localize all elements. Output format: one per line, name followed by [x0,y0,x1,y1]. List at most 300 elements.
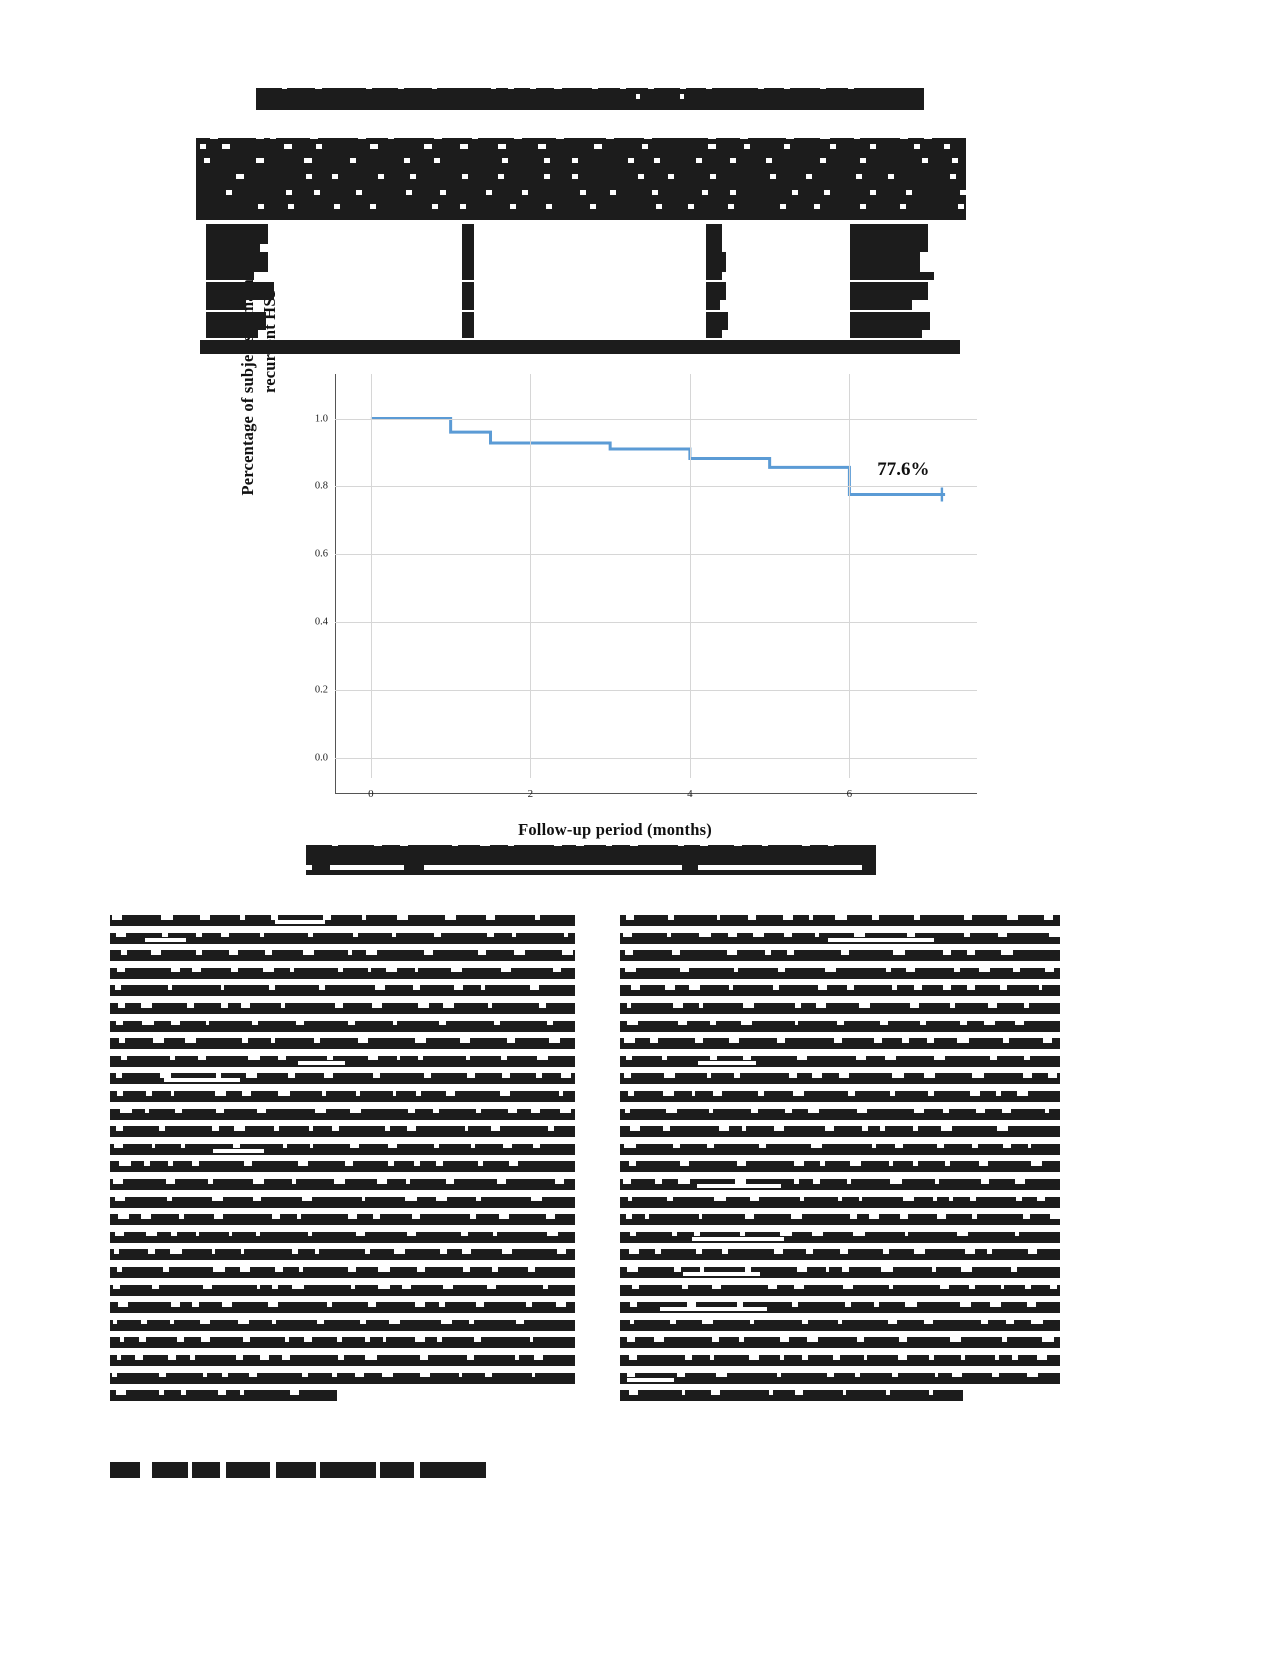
redacted-text-bar [481,984,485,990]
redacted-text-bar [276,1462,316,1478]
redacted-text-bar [271,1037,275,1043]
redacted-text-bar [356,190,362,195]
redacted-text-bar [332,841,338,846]
redacted-text-bar [206,312,266,330]
redacted-text-bar [526,1301,532,1307]
redacted-text-bar [664,1072,675,1078]
redacted-text-bar [334,204,340,209]
redacted-text-bar [979,1160,988,1166]
redacted-text-bar [900,1213,908,1219]
redacted-text-bar [627,1378,674,1382]
redacted-text-bar [462,244,474,252]
redacted-text-bar [234,1125,245,1131]
redacted-text-bar [706,312,728,330]
redacted-text-bar [850,224,928,244]
redacted-text-bar [620,1337,1060,1348]
redacted-text-bar [436,1160,443,1166]
redacted-text-bar [502,1248,513,1254]
redacted-text-bar [802,1319,808,1325]
redacted-text-bar [416,1090,421,1096]
redacted-text-bar [324,1072,333,1078]
redacted-text-bar [996,1090,1001,1096]
redacted-text-bar [1020,134,1028,139]
redacted-text-bar [216,1072,220,1078]
redacted-text-bar [152,1143,155,1149]
redacted-text-bar [531,1196,543,1202]
redacted-text-bar [814,204,820,209]
redacted-text-bar [168,1354,176,1360]
redacted-text-bar [488,1002,492,1008]
redacted-text-bar [306,845,876,855]
redacted-text-bar [990,144,996,149]
redacted-text-bar [1001,949,1013,955]
redacted-text-bar [356,1090,360,1096]
redacted-text-bar [368,1301,375,1307]
redacted-text-bar [535,914,539,920]
redacted-text-bar [515,1354,519,1360]
redacted-text-bar [850,1160,861,1166]
redacted-text-bar [152,1284,160,1290]
redacted-text-bar [711,1389,720,1395]
redacted-text-bar [433,1108,439,1114]
redacted-text-bar [118,1002,126,1008]
redacted-text-bar [320,1462,376,1478]
redacted-text-bar [699,1213,702,1219]
redacted-text-bar [722,1248,728,1254]
redacted-text-bar [170,1248,182,1254]
redacted-text-bar [970,1196,976,1202]
redacted-text-bar [860,204,866,209]
redacted-text-bar [410,174,416,179]
redacted-text-bar [382,1372,393,1378]
redacted-text-bar [780,1231,792,1237]
redacted-text-bar [698,1061,757,1065]
redacted-text-bar [160,1072,171,1078]
redacted-text-bar [560,1108,571,1114]
redacted-text-bar [113,1284,121,1290]
redacted-text-bar [913,1160,918,1166]
redacted-text-bar [516,1319,524,1325]
redacted-text-bar [415,1037,426,1043]
redacted-text-bar [692,1090,696,1096]
redacted-text-bar [120,1336,124,1342]
redacted-text-bar [1017,1090,1028,1096]
redacted-text-bar [943,949,951,955]
redacted-text-bar [196,208,966,220]
y-tick-label: 1.0 [314,413,328,425]
redacted-text-bar [833,1354,840,1360]
redacted-text-bar [372,1002,382,1008]
redacted-text-bar [252,1020,259,1026]
redacted-text-bar [508,84,514,89]
redacted-text-bar [368,1055,379,1061]
redacted-text-bar [888,174,894,179]
redacted-text-bar [1014,158,1020,163]
redacted-text-bar [151,949,161,955]
redacted-text-bar [231,967,237,973]
redacted-text-bar [304,158,312,163]
redacted-text-bar [988,1002,997,1008]
redacted-text-bar [699,1002,703,1008]
redacted-text-bar [792,1301,798,1307]
redacted-text-bar [170,1055,175,1061]
redacted-text-bar [995,1354,1000,1360]
redacted-text-bar [706,244,722,252]
redacted-text-bar [323,914,331,920]
redacted-text-bar [717,914,720,920]
redacted-text-bar [501,1055,507,1061]
redacted-text-bar [297,1213,301,1219]
redacted-text-bar [256,98,924,110]
redacted-text-bar [710,174,716,179]
redacted-text-bar [424,1072,431,1078]
redacted-text-bar [981,1178,989,1184]
redacted-text-bar [698,865,862,870]
redacted-text-bar [850,252,920,272]
redacted-text-bar [624,1037,635,1043]
redacted-text-bar [114,1248,120,1254]
redacted-text-bar [940,1284,949,1290]
redacted-text-bar [296,1020,303,1026]
redacted-text-bar [246,1072,258,1078]
redacted-text-bar [460,204,466,209]
redacted-text-bar [281,1002,286,1008]
redacted-text-bar [302,1196,312,1202]
redacted-text-bar [706,272,722,280]
redacted-text-bar [398,84,404,89]
redacted-text-bar [332,1372,337,1378]
redacted-text-bar [1013,967,1019,973]
redacted-text-bar [439,1301,445,1307]
x-gridline [530,374,531,778]
redacted-text-bar [870,144,876,149]
redacted-text-bar [580,190,586,195]
survival-curve-svg [335,388,977,780]
redacted-text-bar [203,1284,212,1290]
redacted-text-bar [678,1178,690,1184]
redacted-text-bar [170,1319,174,1325]
survival-step-line [371,419,945,495]
redacted-text-bar [499,1213,509,1219]
redacted-text-bar [282,1354,290,1360]
redacted-text-bar [905,1231,908,1237]
redacted-text-bar [290,1389,299,1395]
redacted-text-bar [113,1319,116,1325]
redacted-text-bar [627,1020,639,1026]
redacted-text-bar [850,330,922,338]
redacted-text-bar [539,1002,546,1008]
redacted-text-bar [848,1090,855,1096]
redacted-text-bar [236,1354,243,1360]
redacted-text-bar [204,158,210,163]
redacted-text-bar [768,1284,777,1290]
redacted-text-bar [859,1196,862,1202]
redacted-text-bar [1037,1196,1045,1202]
redacted-text-bar [415,1336,425,1342]
redacted-text-bar [629,1248,640,1254]
redacted-text-bar [502,1072,509,1078]
redacted-text-bar [345,1160,353,1166]
redacted-text-bar [630,1231,636,1237]
redacted-text-bar [350,1108,361,1114]
redacted-text-bar [795,1020,798,1026]
redacted-text-bar [898,1354,907,1360]
redacted-text-bar [212,1248,215,1254]
redacted-text-bar [432,84,437,89]
redacted-text-bar [620,1390,963,1401]
redacted-text-bar [700,841,708,846]
redacted-text-bar [284,144,292,149]
redacted-text-bar [424,144,432,149]
redacted-text-bar [440,190,446,195]
redacted-text-bar [465,1125,468,1131]
redacted-text-bar [562,949,572,955]
redacted-text-bar [258,204,264,209]
redacted-text-bar [461,1231,468,1237]
redacted-text-bar [845,1301,851,1307]
redacted-text-bar [663,1125,670,1131]
redacted-text-bar [1024,1055,1030,1061]
redacted-text-bar [110,1197,575,1208]
x-gridline [371,374,372,778]
redacted-text-bar [452,841,458,846]
redacted-text-bar [365,1354,377,1360]
redacted-text-bar [753,932,764,938]
redacted-text-bar [707,1143,714,1149]
redacted-text-bar [256,88,924,98]
redacted-text-bar [110,950,575,961]
redacted-text-bar [910,1002,920,1008]
redacted-text-bar [222,1372,227,1378]
redacted-text-bar [315,1108,326,1114]
redacted-text-bar [145,938,185,942]
redacted-text-bar [702,190,708,195]
redacted-text-bar [214,1213,223,1219]
redacted-text-bar [751,1108,758,1114]
redacted-text-bar [110,1232,575,1243]
redacted-text-bar [745,1266,751,1272]
redacted-text-bar [900,134,908,139]
redacted-text-bar [750,1319,753,1325]
redacted-text-bar [229,1231,232,1237]
redacted-text-bar [737,1160,747,1166]
redacted-text-bar [735,1178,746,1184]
redacted-text-bar [306,865,312,870]
redacted-text-bar [889,1284,893,1290]
redacted-text-bar [981,1319,987,1325]
redacted-text-bar [338,967,342,973]
redacted-text-bar [1046,134,1054,139]
redacted-text-bar [828,938,935,942]
redacted-text-bar [924,1072,936,1078]
redacted-text-bar [334,1178,345,1184]
redacted-text-bar [610,190,616,195]
redacted-text-bar [620,1214,1060,1225]
redacted-text-bar [446,1090,454,1096]
redacted-text-bar [972,1213,977,1219]
redacted-text-bar [797,1266,807,1272]
redacted-text-bar [1011,1266,1018,1272]
redacted-text-bar [117,967,125,973]
redacted-text-bar [298,1160,308,1166]
redacted-text-bar [934,1055,945,1061]
redacted-text-bar [480,841,490,846]
redacted-text-bar [168,984,172,990]
redacted-text-bar [462,312,474,330]
redacted-text-bar [794,1178,799,1184]
redacted-text-bar [673,1143,680,1149]
redacted-text-bar [958,204,964,209]
redacted-text-bar [888,1319,897,1325]
redacted-text-bar [667,1196,673,1202]
redacted-text-bar [443,1284,453,1290]
redacted-text-bar [862,1125,868,1131]
kaplan-meier-figure [255,380,945,880]
redacted-text-bar [285,1336,289,1342]
redacted-text-bar [620,1109,1060,1120]
redacted-text-bar [706,330,722,338]
redacted-text-bar [620,84,626,89]
redacted-text-bar [741,1020,751,1026]
redacted-text-bar [440,1248,447,1254]
redacted-text-bar [655,1178,662,1184]
redacted-text-bar [838,1319,842,1325]
redacted-text-bar [592,84,598,89]
redacted-text-bar [997,1125,1008,1131]
redacted-text-bar [961,1266,972,1272]
redacted-text-bar [780,1336,788,1342]
redacted-text-bar [327,1055,334,1061]
redacted-text-bar [728,932,737,938]
redacted-text-bar [179,1213,184,1219]
redacted-text-bar [532,1372,535,1378]
redacted-text-bar [365,1248,369,1254]
redacted-text-bar [624,1072,632,1078]
redacted-text-bar [437,1336,442,1342]
redacted-text-bar [900,204,906,209]
redacted-text-bar [544,158,550,163]
redacted-text-bar [377,1178,387,1184]
redacted-text-bar [171,1231,176,1237]
redacted-text-bar [322,1090,327,1096]
redacted-text-bar [1045,1108,1049,1114]
redacted-text-bar [196,138,966,148]
redacted-text-bar [677,1372,684,1378]
redacted-text-bar [200,914,211,920]
redacted-text-bar [492,1266,498,1272]
redacted-text-bar [564,932,568,938]
redacted-text-bar [380,1462,414,1478]
redacted-text-bar [474,1336,480,1342]
redacted-text-bar [388,1143,397,1149]
redacted-text-bar [553,967,562,973]
redacted-text-bar [745,1213,753,1219]
redacted-text-bar [924,1319,933,1325]
redacted-text-bar [914,984,922,990]
redacted-text-bar [594,144,602,149]
redacted-text-bar [530,984,539,990]
redacted-text-bar [784,932,793,938]
redacted-text-bar [970,1090,980,1096]
redacted-text-bar [373,1213,379,1219]
redacted-text-bar [729,1037,738,1043]
redacted-text-bar [290,967,294,973]
redacted-text-bar [222,144,230,149]
redacted-text-bar [201,1336,210,1342]
redacted-text-bar [785,1108,792,1114]
redacted-text-bar [960,1301,971,1307]
redacted-text-bar [695,1037,703,1043]
redacted-text-bar [269,984,275,990]
redacted-text-bar [937,1143,944,1149]
redacted-text-bar [1027,1372,1038,1378]
redacted-text-bar [272,1284,277,1290]
redacted-text-bar [870,190,876,195]
redacted-text-bar [667,932,671,938]
redacted-text-bar [446,1178,454,1184]
redacted-text-bar [795,1002,801,1008]
x-tick-label: 2 [527,788,534,800]
redacted-text-bar [860,158,866,163]
redacted-text-bar [972,1072,983,1078]
redacted-text-bar [196,949,202,955]
redacted-text-bar [874,1301,879,1307]
y-tick-label: 0.6 [314,548,328,560]
redacted-text-bar [780,204,786,209]
redacted-text-bar [624,1143,635,1149]
redacted-text-bar [153,1037,164,1043]
redacted-text-bar [890,1178,901,1184]
redacted-text-bar [794,1160,804,1166]
redacted-text-bar [730,158,736,163]
redacted-text-bar [712,1284,721,1290]
redacted-text-bar [351,1284,355,1290]
redacted-text-bar [880,1125,884,1131]
redacted-text-bar [1050,1213,1060,1219]
redacted-text-bar [510,204,516,209]
redacted-text-bar [1002,1108,1011,1114]
redacted-text-bar [812,1072,822,1078]
redacted-text-bar [1037,1354,1047,1360]
redacted-text-bar [749,1354,758,1360]
redacted-text-bar [210,134,218,139]
redacted-text-bar [476,1196,481,1202]
redacted-text-bar [274,1125,278,1131]
redacted-text-bar [899,1336,907,1342]
redacted-text-bar [730,190,736,195]
redacted-text-bar [248,1055,260,1061]
redacted-text-bar [1006,1319,1014,1325]
redacted-text-bar [743,1055,751,1061]
redacted-text-bar [316,144,322,149]
redacted-text-bar [710,1055,717,1061]
redacted-text-bar [895,1143,903,1149]
redacted-text-bar [987,1248,992,1254]
redacted-text-bar [476,1301,484,1307]
redacted-text-bar [750,1196,759,1202]
redacted-text-bar [905,1301,917,1307]
redacted-text-bar [486,914,495,920]
redacted-text-bar [837,1020,844,1026]
redacted-text-bar [984,1020,995,1026]
redacted-text-bar [118,1301,128,1307]
redacted-text-bar [135,1354,143,1360]
redacted-text-bar [802,1354,808,1360]
redacted-text-bar [655,1248,661,1254]
redacted-text-bar [117,1090,123,1096]
redacted-text-bar [110,985,575,996]
redacted-text-bar [629,1354,636,1360]
